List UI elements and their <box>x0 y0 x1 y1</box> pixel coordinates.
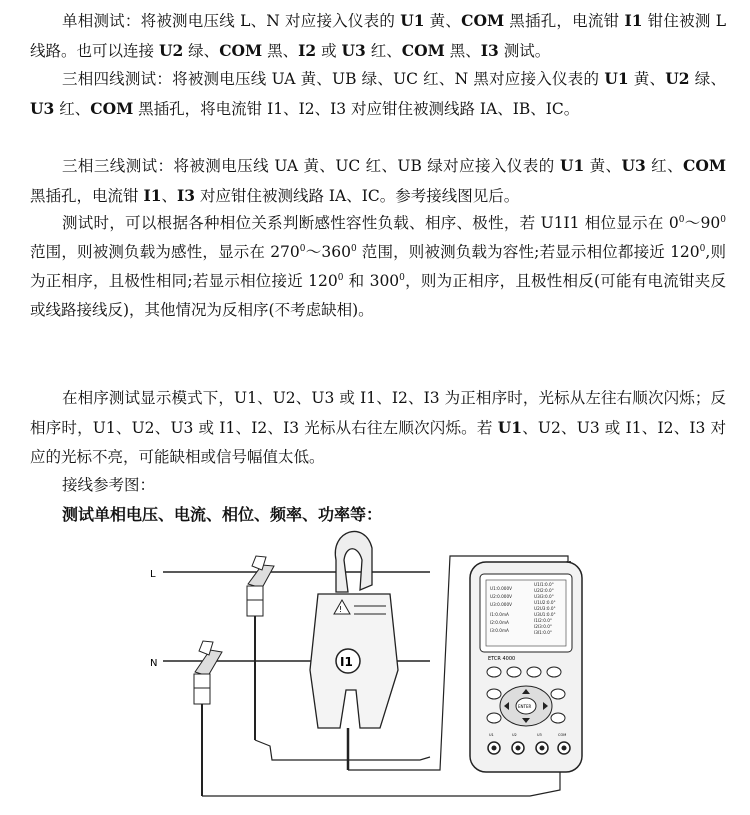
function-button <box>507 667 521 677</box>
text-bold: COM <box>219 41 263 60</box>
degree-sup: 0 <box>678 214 685 225</box>
text: 单相测试：将被测电压线 L、N 对应接入仪表的 <box>62 12 401 30</box>
jack-label: COM <box>558 733 567 737</box>
text-bold: U1 <box>497 418 523 437</box>
screen-text: U3:0.000V <box>490 602 512 607</box>
text-bold: COM <box>401 41 445 60</box>
text: 黑插孔，电流钳 <box>30 187 144 205</box>
text: 对应钳住被测线路 IA、IC。参考接线图见后。 <box>195 187 520 205</box>
function-button <box>547 667 561 677</box>
enter-button-label: ENTER <box>518 704 532 709</box>
text: 三相四线测试：将被测电压线 UA 黄、UB 绿、UC 红、N 黑对应接入仪表的 <box>62 70 605 88</box>
degree-sup: 0 <box>350 243 357 254</box>
text: 绿、 <box>183 42 220 60</box>
text: 黑插孔，电流钳 <box>504 12 625 30</box>
jack-label: U3 <box>537 733 542 737</box>
text-bold: I3 <box>480 41 499 60</box>
text: 黄、 <box>424 12 462 30</box>
screen-text: I3:0.0mA <box>490 628 509 633</box>
screen-text: U2:0.000V <box>490 594 512 599</box>
text-bold: COM <box>90 99 134 118</box>
text-bold: U2 <box>665 69 690 88</box>
text: 黑、 <box>444 42 481 60</box>
text: 黄、 <box>584 157 622 175</box>
single-phase-diagram-title: 测试单相电压、电流、相位、频率、功率等： <box>62 505 383 524</box>
screen-text: U1U2:0.0° <box>534 600 556 605</box>
text-bold: I1 <box>624 11 643 30</box>
line-L-label: L <box>150 569 156 580</box>
text-bold: U1 <box>400 11 425 30</box>
text-bold: COM <box>461 11 505 30</box>
text-bold: U3 <box>341 41 366 60</box>
text: 测试。 <box>498 42 551 60</box>
screen-text: I3I1:0.0° <box>534 630 552 635</box>
text-bold: I3 <box>177 186 196 205</box>
wiring-reference-heading: 接线参考图： <box>62 476 156 494</box>
text: 黑插孔，将电流钳 I1、I2、I3 对应钳住被测线路 IA、IB、IC。 <box>133 100 580 118</box>
text: 、U2、U3 或 I1、I2、I3 对应的光标不亮，可能缺相或信号幅值太低。 <box>30 419 727 466</box>
screen-text: I2I3:0.0° <box>534 624 552 629</box>
degree-sup: 0 <box>399 272 405 283</box>
text: 和 300 <box>343 272 400 290</box>
degree-sup: 0 <box>720 214 726 225</box>
text-bold: U1 <box>559 156 585 175</box>
text: 红、 <box>54 100 91 118</box>
text-bold: U1 <box>604 69 629 88</box>
warning-icon: ! <box>339 605 343 614</box>
meter-instrument <box>470 562 582 772</box>
screen-text: U3I3:0.0° <box>534 594 554 599</box>
text: 或 <box>316 42 342 60</box>
screen-text: U2U3:0.0° <box>534 606 556 611</box>
text: 、 <box>161 187 177 205</box>
screen-text: U1:0.000V <box>490 586 512 591</box>
jack-label: U1 <box>489 733 494 737</box>
screen-text: U1I1:0.0° <box>534 582 554 587</box>
text-bold: U3 <box>621 156 646 175</box>
text: 在相序测试显示模式下，U1、U2、U3 或 I1、I2、I3 为正相序时，光标从左往右顺次闪烁；反相序时，U1、U2、U3 或 I1、I2、I3 光标从右往左顺次闪烁。若 <box>30 389 726 437</box>
degree-sup: 0 <box>699 243 706 254</box>
text-bold: U2 <box>158 41 184 60</box>
function-button <box>487 667 501 677</box>
text: ，则为正相序，且极性相反(可能有电流钳夹反或线路接线反)，其他情况为反相序(不考虑缺相)。 <box>30 272 726 319</box>
clamp-label: I1 <box>340 655 353 669</box>
screen-text: I1I2:0.0° <box>534 618 552 623</box>
alligator-clip-N <box>194 641 222 796</box>
text-bold: I2 <box>298 41 317 60</box>
wire-L <box>255 740 430 760</box>
screen-text: U2I2:0.0° <box>534 588 554 593</box>
line-N-label: N <box>150 658 158 669</box>
text: 范围，则被测负载为容性;若显示相位都接近 120 <box>356 243 700 261</box>
jack-label: U2 <box>512 733 517 737</box>
text: 红、 <box>645 157 683 175</box>
meter-model: ETCR 4000 <box>488 656 516 662</box>
text: ～360 <box>305 243 351 261</box>
text: 范围，则被测负载为感性，显示在 270 <box>30 243 300 261</box>
screen-text: U3U1:0.0° <box>534 612 556 617</box>
current-clamp-I1 <box>310 531 398 770</box>
text: 黑、 <box>262 42 299 60</box>
text-bold: U3 <box>30 99 55 118</box>
text: ～90 <box>684 214 721 232</box>
text: 绿、 <box>689 70 726 88</box>
degree-sup: 0 <box>299 243 306 254</box>
text: 红、 <box>365 42 402 60</box>
text-bold: COM <box>683 156 726 175</box>
screen-text: I2:0.0mA <box>490 620 509 625</box>
text: 黄、 <box>628 70 666 88</box>
function-button <box>527 667 541 677</box>
text: ,则为正相序，且极性相同;若显示相位接近 120 <box>30 243 726 290</box>
text-bold: I1 <box>143 186 162 205</box>
degree-sup: 0 <box>337 272 344 283</box>
text: 三相三线测试：将被测电压线 UA 黄、UC 红、UB 绿对应接入仪表的 <box>62 157 560 175</box>
screen-text: I1:0.0mA <box>490 612 509 617</box>
text: 钳住被测 L 线路。也可以连接 <box>30 12 726 60</box>
alligator-clip-L <box>247 556 274 740</box>
text: 测试时，可以根据各种相位关系判断感性容性负载、相序、极性，若 U1I1 相位显示在 0 <box>62 214 679 232</box>
